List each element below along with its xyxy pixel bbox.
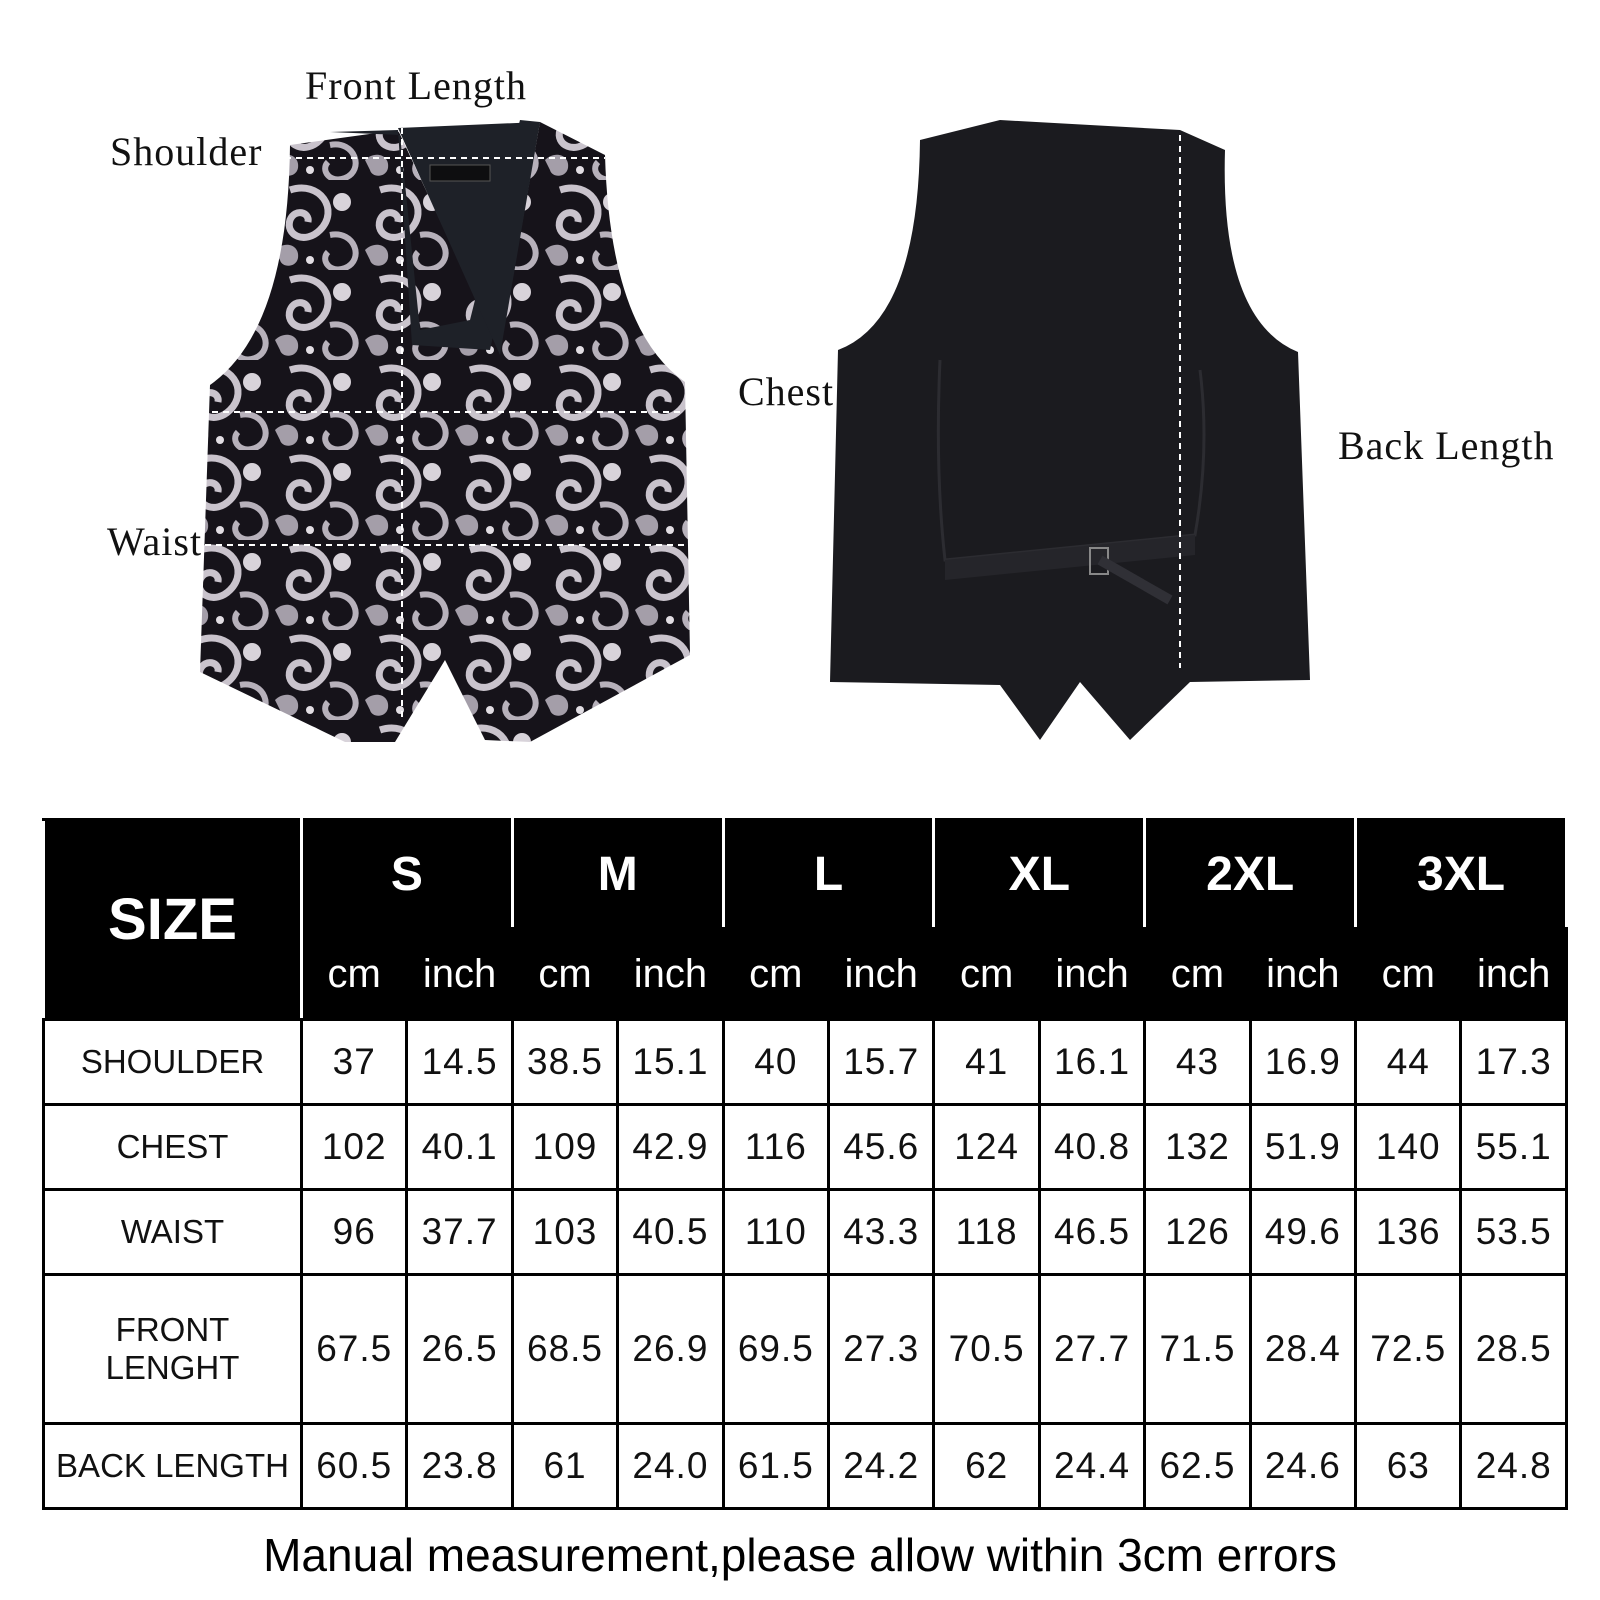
unit-header: inch <box>829 929 934 1020</box>
table-cell: 62.5 <box>1145 1424 1250 1509</box>
table-cell: 28.5 <box>1461 1274 1567 1423</box>
size-header: M <box>512 820 723 929</box>
chest-label: Chest <box>738 369 835 414</box>
table-cell: 16.9 <box>1250 1020 1355 1105</box>
waist-label: Waist <box>107 519 203 564</box>
table-cell: 43.3 <box>829 1189 934 1274</box>
table-cell: 51.9 <box>1250 1105 1355 1190</box>
table-cell: 140 <box>1356 1105 1461 1190</box>
table-cell: 15.1 <box>618 1020 723 1105</box>
unit-header: inch <box>1461 929 1567 1020</box>
table-cell: 37 <box>302 1020 407 1105</box>
size-header: XL <box>934 820 1145 929</box>
table-cell: 24.2 <box>829 1424 934 1509</box>
table-cell: 109 <box>512 1105 617 1190</box>
front-vest <box>200 120 690 742</box>
table-cell: 23.8 <box>407 1424 512 1509</box>
table-cell: 71.5 <box>1145 1274 1250 1423</box>
table-cell: 46.5 <box>1039 1189 1144 1274</box>
row-label: SHOULDER <box>44 1020 302 1105</box>
unit-header: cm <box>302 929 407 1020</box>
unit-header: cm <box>723 929 828 1020</box>
size-header: 3XL <box>1356 820 1567 929</box>
table-cell: 62 <box>934 1424 1039 1509</box>
table-cell: 40.1 <box>407 1105 512 1190</box>
table-cell: 38.5 <box>512 1020 617 1105</box>
measurement-note: Manual measurement,please allow within 3cm errors <box>263 1529 1337 1581</box>
table-cell: 103 <box>512 1189 617 1274</box>
table-row <box>44 1189 1567 1274</box>
unit-header: cm <box>1356 929 1461 1020</box>
size-header: S <box>302 820 513 929</box>
table-cell: 24.8 <box>1461 1424 1567 1509</box>
unit-header: cm <box>1145 929 1250 1020</box>
table-cell: 63 <box>1356 1424 1461 1509</box>
unit-header: inch <box>1250 929 1355 1020</box>
table-cell: 136 <box>1356 1189 1461 1274</box>
table-cell: 45.6 <box>829 1105 934 1190</box>
table-cell: 53.5 <box>1461 1189 1567 1274</box>
table-cell: 132 <box>1145 1105 1250 1190</box>
table-cell: 70.5 <box>934 1274 1039 1423</box>
table-cell: 49.6 <box>1250 1189 1355 1274</box>
size-corner-label: SIZE <box>44 820 302 1020</box>
table-cell: 37.7 <box>407 1189 512 1274</box>
table-cell: 102 <box>302 1105 407 1190</box>
size-chart-table <box>42 818 1568 1510</box>
table-cell: 27.3 <box>829 1274 934 1423</box>
table-cell: 40.5 <box>618 1189 723 1274</box>
table-cell: 27.7 <box>1039 1274 1144 1423</box>
table-cell: 110 <box>723 1189 828 1274</box>
table-cell: 55.1 <box>1461 1105 1567 1190</box>
table-cell: 69.5 <box>723 1274 828 1423</box>
unit-header: inch <box>618 929 723 1020</box>
back-vest <box>830 120 1310 740</box>
table-cell: 41 <box>934 1020 1039 1105</box>
row-label: FRONT LENGHT <box>44 1274 302 1423</box>
row-label: BACK LENGTH <box>44 1424 302 1509</box>
table-cell: 44 <box>1356 1020 1461 1105</box>
unit-header: cm <box>512 929 617 1020</box>
table-cell: 14.5 <box>407 1020 512 1105</box>
table-cell: 72.5 <box>1356 1274 1461 1423</box>
table-cell: 26.5 <box>407 1274 512 1423</box>
table-cell: 42.9 <box>618 1105 723 1190</box>
unit-header: cm <box>934 929 1039 1020</box>
front-length-label: Front Length <box>305 63 527 108</box>
back-length-label: Back Length <box>1338 423 1555 468</box>
table-cell: 67.5 <box>302 1274 407 1423</box>
table-cell: 60.5 <box>302 1424 407 1509</box>
row-label: CHEST <box>44 1105 302 1190</box>
table-cell: 68.5 <box>512 1274 617 1423</box>
size-header: 2XL <box>1145 820 1356 929</box>
measurement-rows <box>44 1020 1567 1509</box>
table-cell: 124 <box>934 1105 1039 1190</box>
table-cell: 126 <box>1145 1189 1250 1274</box>
table-cell: 40 <box>723 1020 828 1105</box>
unit-header: inch <box>1039 929 1144 1020</box>
table-cell: 26.9 <box>618 1274 723 1423</box>
measurement-diagram <box>0 0 1600 780</box>
table-cell: 24.4 <box>1039 1424 1144 1509</box>
table-cell: 61.5 <box>723 1424 828 1509</box>
table-cell: 61 <box>512 1424 617 1509</box>
table-row <box>44 1020 1567 1105</box>
table-cell: 28.4 <box>1250 1274 1355 1423</box>
row-label: WAIST <box>44 1189 302 1274</box>
table-row <box>44 1274 1567 1423</box>
table-cell: 40.8 <box>1039 1105 1144 1190</box>
table-cell: 118 <box>934 1189 1039 1274</box>
table-cell: 116 <box>723 1105 828 1190</box>
table-cell: 96 <box>302 1189 407 1274</box>
size-header: L <box>723 820 934 929</box>
table-cell: 16.1 <box>1039 1020 1144 1105</box>
table-row <box>44 1105 1567 1190</box>
shoulder-label: Shoulder <box>110 129 263 174</box>
table-cell: 15.7 <box>829 1020 934 1105</box>
table-cell: 17.3 <box>1461 1020 1567 1105</box>
table-cell: 24.6 <box>1250 1424 1355 1509</box>
unit-header: inch <box>407 929 512 1020</box>
table-cell: 43 <box>1145 1020 1250 1105</box>
table-row <box>44 1424 1567 1509</box>
size-header-row <box>44 820 1567 929</box>
table-cell: 24.0 <box>618 1424 723 1509</box>
